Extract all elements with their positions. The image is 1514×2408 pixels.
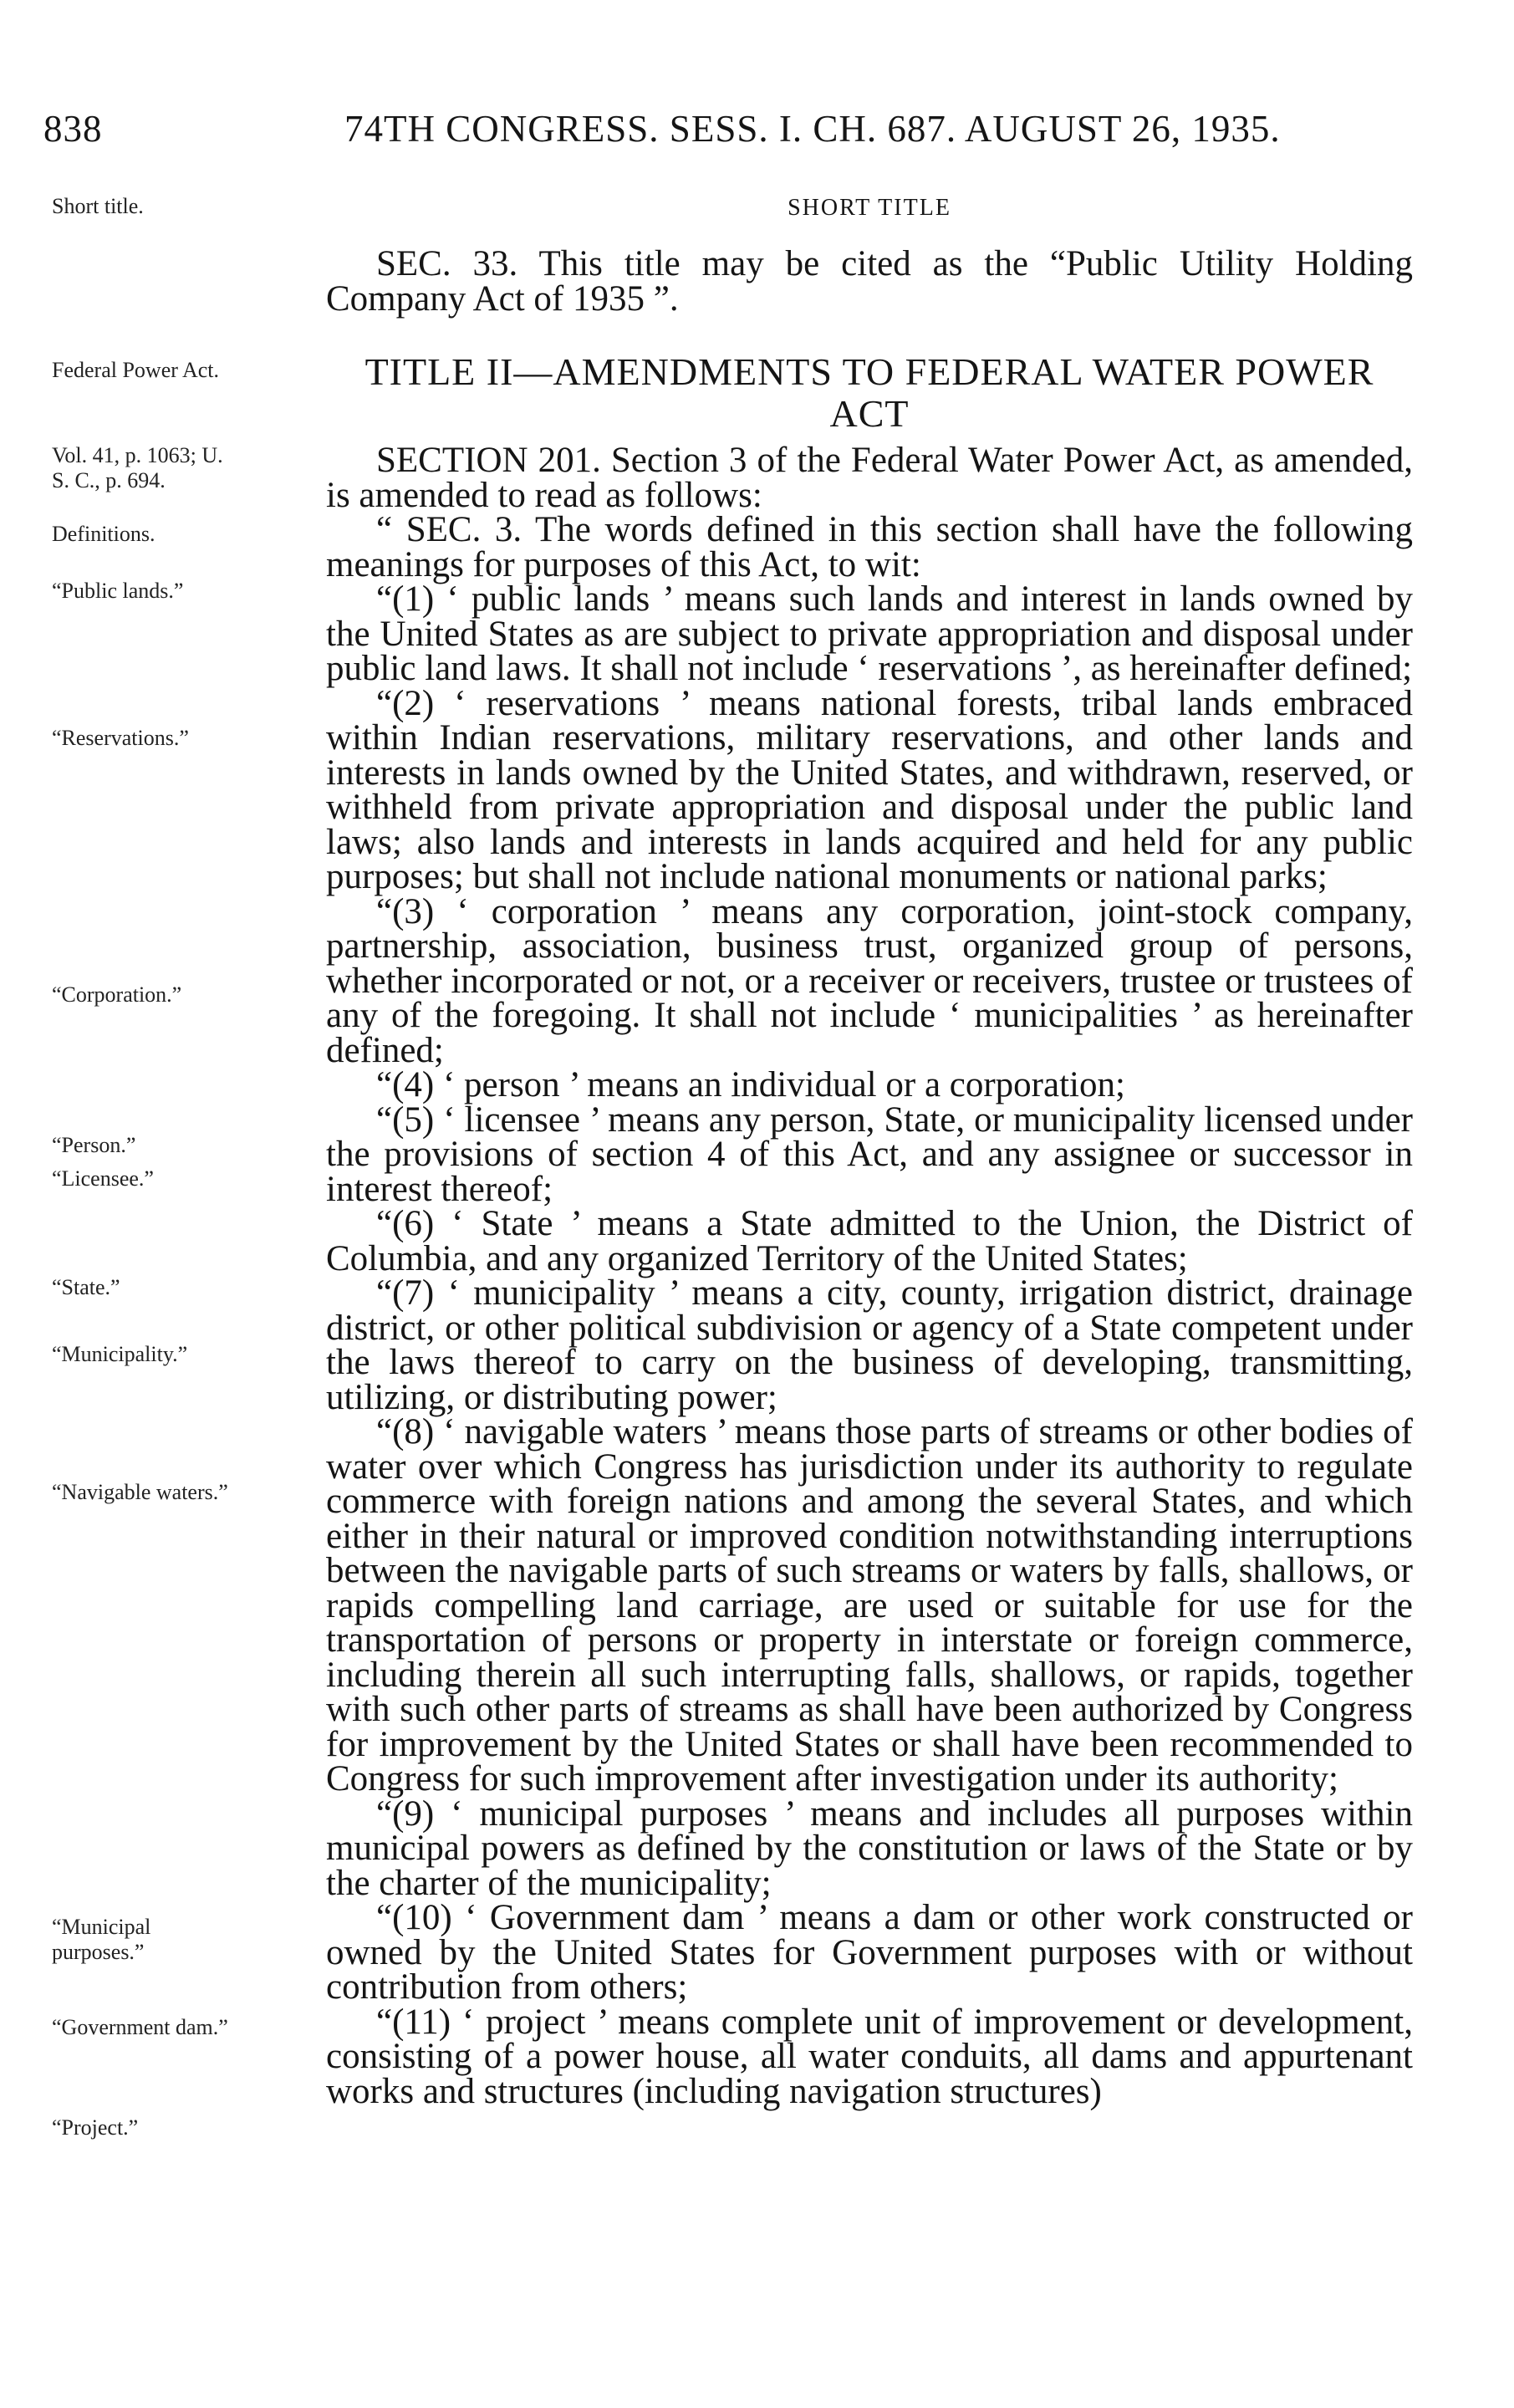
margin-note-municipality: “Municipality.” [52,1342,188,1366]
definition-public-lands: “(1) ‘ public lands ’ means such lands and interest in lands owned by the United States as are subject to private appropriation and disposal under public land laws. It shall not include ‘ reservations ’, as hereinafter defined; [326,579,1413,688]
margin-note-reservations: “Reservations.” [52,726,189,750]
definition-reservations: “(2) ‘ reservations ’ means national forests, tribal lands embraced within Indian reservations, military reservations, and other lands and interests in lands owned by the United States, and withdrawn, reserved, or withheld from private appropriation and disposal under the public land laws; also lands and interests in lands acquired and held for any public purposes; but shall not include national monuments or national parks; [326,683,1413,896]
margin-note-vol-citation: Vol. 41, p. 1063; U. S. C., p. 694. [52,443,223,492]
section-33 [326,244,1413,319]
definition-municipal-purposes: “(9) ‘ municipal purposes ’ means and includes all purposes within municipal powers as defined by the constitution or laws of the State or by the charter of the municipality; [326,1793,1413,1903]
definition-government-dam: “(10) ‘ Government dam ’ means a dam or other work constructed or owned by the United States for Government purposes with or without contribution from others; [326,1898,1413,2007]
margin-note-state: “State.” [52,1275,120,1299]
page-number: 838 [43,108,103,150]
margin-note-definitions: Definitions. [52,522,155,546]
definition-person: “(4) ‘ person ’ means an individual or a corporation; [376,1065,1125,1105]
margin-note-navigable-waters: “Navigable waters.” [52,1480,228,1504]
margin-note-licensee: “Licensee.” [52,1166,154,1191]
margin-note-municipal-purposes: “Municipal purposes.” [52,1915,151,1964]
definition-corporation: “(3) ‘ corporation ’ means any corporation, joint-stock company, partnership, association, business trust, organized group of persons, whether incorporated or not, or a receiver or receivers, trustee or trustees of any of the foregoing. It shall not include ‘ municipalities ’ as hereinafter defined; [326,891,1413,1070]
running-head: 74TH CONGRESS. SESS. I. CH. 687. AUGUST 26, 1935. [344,108,1281,150]
margin-note-federal-power-act: Federal Power Act. [52,358,220,382]
definition-state: “(6) ‘ State ’ means a State admitted to the Union, the District of Columbia, and any organized Territory of the United States; [326,1204,1413,1278]
short-title-heading: SHORT TITLE [788,195,951,221]
margin-note-project: “Project.” [52,2115,139,2140]
definition-municipality: “(7) ‘ municipality ’ means a city, county, irrigation district, drainage district, or other political subdivision or agency of a State competent under the laws thereof to carry on the business of developing, transmitting, utilizing, or distributing power; [326,1273,1413,1417]
margin-note-government-dam: “Government dam.” [52,2015,228,2039]
main-text [326,443,1413,2109]
definition-licensee: “(5) ‘ licensee ’ means any person, State, or municipality licensed under the provisions of section 4 of this Act, and any assignee or successor in interest thereof; [326,1099,1413,1209]
margin-note-corporation: “Corporation.” [52,982,182,1007]
margin-note-short-title: Short title. [52,194,144,218]
title-ii-heading: TITLE II—AMENDMENTS TO FEDERAL WATER POWER ACT [364,350,1374,435]
section-33-text: SEC. 33. This title may be cited as the “Public Utility Holding Company Act of 1935 ”. [326,244,1413,319]
definition-project: “(11) ‘ project ’ means complete unit of improvement or development, consisting of a power house, all water conduits, all dams and appurtenant works and structures (including navigation structures) [326,2002,1413,2111]
margin-note-person: “Person.” [52,1133,136,1157]
section-3-intro: “ SEC. 3. The words defined in this section shall have the following meanings for purposes of this Act, to wit: [326,510,1413,584]
margin-note-public-lands: “Public lands.” [52,579,184,603]
section-201-text: SECTION 201. Section 3 of the Federal Water Power Act, as amended, is amended to read as follows: [326,441,1413,515]
definition-navigable-waters: “(8) ‘ navigable waters ’ means those parts of streams or other bodies of water over which Congress has jurisdiction under its authority to regulate commerce with foreign nations and among the several States, and which either in their natural or improved condition notwithstanding interruptions between the navigable parts of such streams or waters by falls, shallows, or rapids compelling land carriage, are used or suitable for use for the transportation of persons or property in interstate or foreign commerce, including therein all such interrupting falls, shallows, or rapids, together with such other parts of streams as shall have been authorized by Congress for improvement by the United States or shall have been recommended to Congress for such improvement after investigation under its authority; [326,1412,1413,1798]
